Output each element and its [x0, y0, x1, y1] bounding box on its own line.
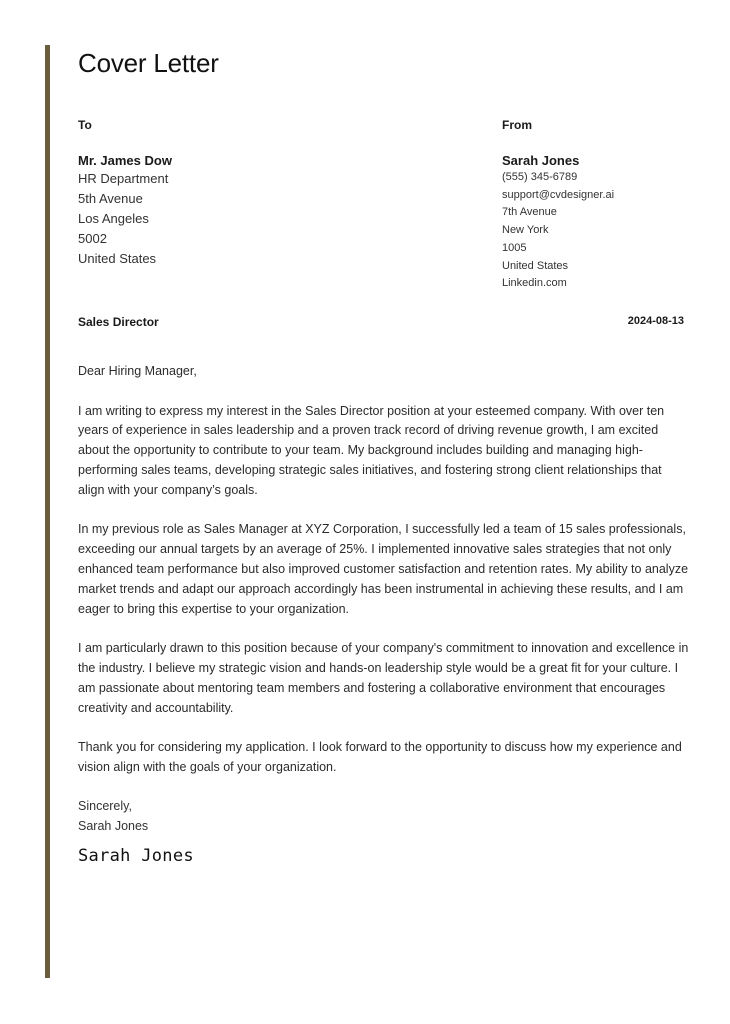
subject-line: Sales Director	[78, 315, 159, 329]
recipient-country: United States	[78, 251, 157, 266]
recipient-name: Mr. James Dow	[78, 153, 172, 168]
sender-email: support@cvdesigner.ai	[502, 188, 615, 201]
letter-date: 2024-08-13	[627, 315, 684, 327]
salutation: Dear Hiring Manager,	[78, 364, 197, 378]
body-paragraph: I am writing to express my interest in the Sales Director position at your esteemed company. With over ten years of experience in sales leadership and a proven track record of driving revenue growth, I am excited about the opportunity to contribute to your team. My background includes building and managing high-performing sales teams, developing strategic sales initiatives, and fostering strong client relationships that align with your company’s goals.	[78, 403, 665, 497]
sender-city: New York	[502, 224, 549, 237]
body-paragraph: I am particularly drawn to this position because of your company's commitment to innovation and excellence in the industry. I believe my strategic vision and hands-on leadership style would be a great fit for your culture. I am passionate about mentoring team members and fostering a collaborative environment that encourages creativity and accountability.	[78, 641, 689, 715]
signature: Sarah Jones	[78, 846, 194, 866]
recipient-city: Los Angeles	[78, 211, 149, 226]
recipient-department: HR Department	[78, 171, 169, 186]
accent-bar	[45, 45, 50, 978]
recipient-postal-code: 5002	[78, 231, 107, 246]
valediction: Sincerely,	[78, 799, 132, 813]
body-paragraph: In my previous role as Sales Manager at XYZ Corporation, I successfully led a team of 15 sales professionals, exceeding our annual targets by an average of 25%. I implemented innovative sales strategies that not only enhanced team performance but also improved customer satisfaction and retention rates. My ability to analyze market trends and adapt our approach accordingly has been instrumental in achieving these results, and I am eager to bring this expertise to your organization.	[78, 522, 689, 616]
recipient-label: To	[78, 118, 92, 132]
sender-name: Sarah Jones	[502, 153, 580, 168]
sender-country: United States	[502, 259, 569, 272]
closing-block	[78, 797, 148, 837]
sender-postal-code: 1005	[502, 241, 527, 254]
sender-label: From	[502, 118, 532, 132]
letter-body	[78, 362, 690, 798]
body-paragraph: Thank you for considering my application. I look forward to the opportunity to discuss how my experience and vision align with the goals of your organization.	[78, 740, 682, 774]
recipient-street: 5th Avenue	[78, 191, 143, 206]
sender-street: 7th Avenue	[502, 206, 557, 219]
sender-linkedin: Linkedin.com	[502, 277, 567, 290]
sender-block	[502, 118, 702, 293]
document-title: Cover Letter	[78, 48, 219, 78]
recipient-block	[78, 118, 378, 269]
sender-phone: (555) 345-6789	[502, 171, 578, 183]
closing-name: Sarah Jones	[78, 818, 149, 833]
